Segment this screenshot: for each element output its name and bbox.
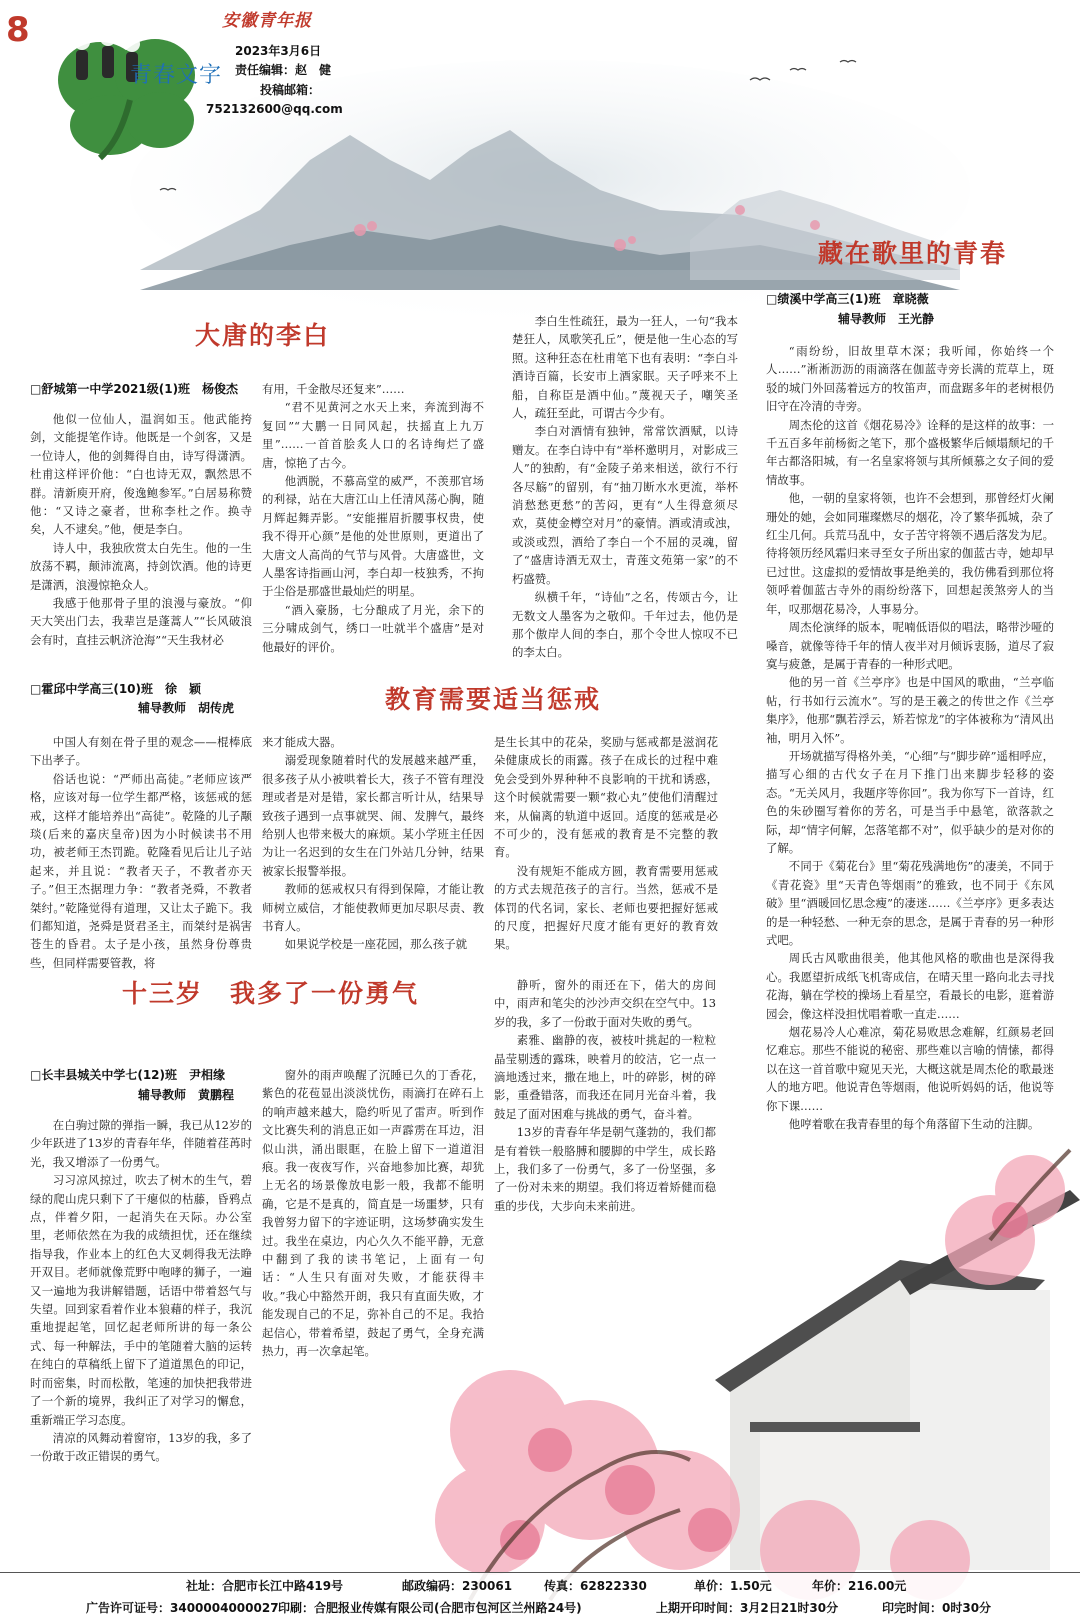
footer-printer: 印刷：合肥报业传媒有限公司(合肥市包河区兰州路24号)	[278, 1601, 582, 1615]
paragraph: 不同于《菊花台》里“菊花残满地伤”的凄美，不同于《青花瓷》里“天青色等烟雨”的雅致，也不同于《东风破》里“酒暖回忆思念瘦”的凄迷……《兰亭序》更多表达的是一种轻愁、一种无奈的思念，是属于青春的另一种形式吧。	[766, 859, 1054, 947]
article-byline-libai: □舒城第一中学2021级(1)班 杨俊杰	[30, 382, 239, 396]
article-column-song	[766, 342, 1054, 1280]
article-column-brave-3	[494, 976, 716, 1226]
paragraph: 有用，千金散尽还复来”……	[262, 382, 405, 396]
paragraph: 没有规矩不能成方圆，教育需要用惩戒的方式去规范孩子的言行。当然，惩戒不是体罚的代名词，家长、老师也要把握好惩戒的尺度，把握好尺度才能有更好的教育效果。	[494, 863, 718, 952]
paragraph: 诗人中，我独欣赏太白先生。他的一生放荡不羁，颠沛流离，持剑饮酒。他的诗更是潇洒，浪漫惊艳众人。	[30, 540, 252, 592]
paragraph: 来才能成大器。	[262, 735, 342, 749]
article-column-libai-3	[512, 312, 738, 660]
footer-postcode: 邮政编码：230061	[402, 1579, 513, 1593]
issue-date: 2023年3月6日	[235, 44, 322, 58]
paragraph: 开场就描写得格外美，“心细”与“脚步碎”遥相呼应，描写心细的古代女子在月下推门出来脚步轻移的姿态。“无关风月，我题序等你回”。我为你写下一首诗，红色的朱砂圈写着你的芳名，可是当手中悬笔，欲落款之际，却“情字何解，怎落笔都不对”，似乎缺少的是对你的了解。	[766, 748, 1054, 855]
page-number: 8	[6, 10, 30, 50]
article-column-brave-2	[262, 1066, 484, 1566]
article-advisor-song: 辅导教师 王光静	[838, 312, 935, 326]
article-advisor-edu: 辅导教师 胡传虎	[138, 701, 235, 715]
article-title-edu: 教育需要适当惩戒	[385, 685, 602, 714]
paragraph: 静听，窗外的雨还在下，偌大的房间中，雨声和笔尖的沙沙声交织在空气中。13岁的我，多了一份敢于面对失败的勇气。	[494, 978, 716, 1029]
article-column-libai-1	[30, 410, 252, 647]
paragraph: 溺爱现象随着时代的发展越来越严重，很多孩子从小被哄着长大，孩子不管有理没理或者是对是错，家长都言听计从，结果导致孩子遇到一点事就哭、闹、发脾气，最终给别人也带来极大的麻烦。某小学班主任因为让一名迟到的女生在门外站几分钟，结果被家长报警举报。	[262, 753, 484, 878]
paragraph: 李白生性疏狂，最为一狂人，一句“我本楚狂人，凤歌笑孔丘”，便是他一生心态的写照。这种狂态在杜甫笔下也有表明：“李白斗酒诗百篇，长安市上酒家眠。天子呼来不上船，自称臣是酒中仙。”蔑视天子，嘲笑圣人，疏狂至此，可谓古今少有。	[512, 314, 738, 421]
article-column-brave-1	[30, 1116, 252, 1564]
submit-email-label: 投稿邮箱：	[260, 83, 321, 97]
paragraph: 纵横千年，“诗仙”之名，传颂古今，让无数文人墨客为之敬仰。千年过去，他仍是那个傲岸人间的李白，那个令世人惊叹不已的李太白。	[512, 590, 738, 660]
editor-credit: 责任编辑：赵 健	[235, 63, 332, 77]
paragraph: 周杰伦演绎的版本，呢喃低语似的唱法，略带沙哑的嗓音，就像等待千年的情人夜半对月倾诉衷肠，道尽了寂寞与疲惫，是属于青春的一种形式吧。	[766, 620, 1054, 671]
paragraph: 窗外的雨声唤醒了沉睡已久的丁香花，紫色的花苞显出淡淡忧伤，雨滴打在碎石上的响声越来越大，隐约听见了雷声。听到作文比赛失利的消息正如一声霹雳在耳边，泪似山洪，涌出眼眶，在脸上留下一道道泪痕。我一夜夜写作，兴奋地参加比赛，却犹上无名的场景像放电影一般，我都不能明确，它是不是真的，简直是一场噩梦，只有我曾努力留下的字迹证明，这场梦确实发生过。我坐在桌边，内心久久不能平静，无意中翻到了我的读书笔记，上面有一句话：“人生只有面对失败，才能获得丰收。”我心中豁然开朗，我只有直面失败，才能发现自己的不足，弥补自己的不足。我拾起信心，带着希望，鼓起了勇气，全身充满热力，再一次拿起笔。	[262, 1068, 484, 1359]
paragraph: 中国人有刻在骨子里的观念——棍棒底下出孝子。	[30, 735, 252, 768]
section-name: 青春文字	[130, 63, 223, 88]
paragraph: 我感于他那骨子里的浪漫与豪放。“仰天大笑出门去，我辈岂是蓬蒿人”“长风破浪会有时，直挂云帆济沧海”“天生我材必	[30, 596, 252, 647]
paragraph: 周氏古风歌曲很美，他其他风格的歌曲也是深得我心。我愿望折成纸飞机寄成信，在晴天里一路向北去寻找花海，躺在学校的操场上看星空，看最长的电影，逛着游园会，像这样没担忧唱着歌一直走……	[766, 951, 1054, 1021]
article-byline-brave: □长丰县城关中学七(12)班 尹相缘	[30, 1068, 226, 1082]
article-column-edu-2	[262, 733, 484, 955]
paragraph: “君不见黄河之水天上来，奔流到海不复回”“大鹏一日同风起，扶摇直上九万里”……一首首脍炙人口的名诗绚烂了盛唐，惊艳了古今。	[262, 400, 484, 470]
article-column-edu-3	[494, 733, 718, 955]
footer-print-start: 上期开印时间：3月2日21时30分	[656, 1601, 839, 1615]
paragraph: 烟花易冷人心难凉，菊花易败思念难解，红颜易老回忆难忘。那些不能说的秘密、那些难以言喻的情愫，都得以在这一首首歌中窥见天光，大概这就是周杰伦的歌最迷人的地方吧。他说青色等烟雨，他说听妈妈的话，他说等你下课……	[766, 1025, 1054, 1113]
footer-fax: 传真：62822330	[544, 1579, 647, 1593]
page-footer	[0, 1572, 1080, 1620]
article-title-libai: 大唐的李白	[195, 321, 331, 350]
paragraph: 他洒脱，不慕高堂的威严，不羡那官场的利禄，站在大唐江山上任清风荡心胸，随月辉起舞弄影。“安能摧眉折腰事权贵，使我不得开心颜”是他的处世原则，更道出了大唐文人高尚的气节与风骨。大唐盛世，文人墨客诗指画山河，李白却一枝独秀，不拘于尘俗是那盛世最灿烂的明星。	[262, 474, 484, 599]
paragraph: 他的另一首《兰亭序》也是中国风的歌曲，“兰亭临帖，行书如行云流水”。写的是王羲之的传世之作《兰亭集序》，他那“飘若浮云，矫若惊龙”的字体被称为“清风出袖，明月入怀”。	[766, 675, 1054, 745]
article-advisor-brave: 辅导教师 黄鹏程	[138, 1088, 235, 1102]
article-title-brave: 十三岁 我多了一份勇气	[122, 979, 420, 1008]
article-column-edu-1	[30, 733, 252, 970]
paragraph: 习习凉风掠过，吹去了树木的生气，碧绿的爬山虎只剩下了干瘪似的枯藤，昏鸦点点，伴着夕阳，一起消失在天际。办公室里，老师依然在为我的成绩担忧，还在继续指导我，作业本上的红色大叉刺得我无法睁开双目。老师就像荒野中咆哮的狮子，一遍又一遍地为我讲解错题，话语中带着怒气与失望。回到家看着作业本狼藉的样子，我沉重地提起笔，回忆起老师所讲的每一条公式、每一种解法，手中的笔随着大脑的运转在纯白的草稿纸上留下了道道黑色的印记，时而密集，时而松散，笔速的加快把我带进了一个新的境界，我纠正了对学习的懈怠，重新端正学习态度。	[30, 1173, 252, 1427]
clover-logo-icon	[40, 20, 223, 160]
article-column-libai-2	[262, 380, 484, 654]
paragraph: 13岁的青春年华是朝气蓬勃的，我们都是有着铁一般胳膊和腰脚的中学生，成长路上，我们多了一份勇气，多了一份坚强，多了一份对未来的期望。我们将迈着矫健而稳重的步伐，大步向未来前进。	[494, 1125, 716, 1213]
submit-email[interactable]: 752132600@qq.com	[206, 102, 343, 116]
newspaper-name: 安徽青年报	[222, 11, 312, 31]
footer-address: 社址：合肥市长江中路419号	[186, 1579, 344, 1593]
paragraph: 教师的惩戒权只有得到保障，才能让教师树立威信，才能使教师更加尽职尽责、教书育人。	[262, 882, 484, 934]
paragraph: 他哼着歌在我青春里的每个角落留下生动的注脚。	[788, 1117, 1040, 1132]
paragraph: 是生长其中的花朵，奖励与惩戒都是滋润花朵健康成长的雨露。孩子在成长的过程中难免会受到外界种种不良影响的干扰和诱惑，这个时候就需要一颗“救心丸”使他们清醒过来，从偏离的轨道中返回。适度的惩戒是必不可少的，没有惩戒的教育是不完整的教育。	[494, 735, 718, 860]
footer-unit-price: 单价：1.50元	[694, 1579, 772, 1593]
paragraph: 在白驹过隙的弹指一瞬，我已从12岁的少年跃进了13岁的青春年华，伴随着荏苒时光，我又增添了一份勇气。	[30, 1118, 252, 1169]
paragraph: 如果说学校是一座花园，那么孩子就	[284, 937, 468, 952]
footer-print-end: 印完时间：0时30分	[882, 1601, 992, 1615]
paragraph: 俗话也说：“严师出高徒。”老师应该严格，应该对每一位学生都严格，该惩戒的惩戒，这样才能培养出“高徒”。乾隆的儿子颙琰(后来的嘉庆皇帝)因为小时候读书不用功，被老师王杰罚跪。乾隆看见后让儿子站起来，并且说：“教者天子，不教者亦天子。”但王杰据理力争：“教者尧舜，不教者桀纣。”乾隆觉得有道理，又让太子跪下。我们都知道，尧舜是贤君圣主，而桀纣是祸害苍生的昏君。太子是小孩，虽然身份尊贵些，但同样需要管教，将	[30, 771, 252, 970]
paragraph: 素雅、幽静的夜，被枝叶挑起的一粒粒晶莹剔透的露珠，映着月的皎洁，它一点一滴地透过来，撒在地上，叶的碎影，树的碎影，重叠错落，而我还在同月光奋斗着，我鼓足了面对困难与挑战的勇气，奋斗着。	[494, 1033, 716, 1121]
article-title-song: 藏在歌里的青春	[818, 239, 1008, 268]
paragraph: 清凉的风舞动着窗帘，13岁的我，多了一份敢于改正错误的勇气。	[30, 1430, 252, 1464]
paragraph: “雨纷纷，旧故里草木深；我听闻，你始终一个人……”淅淅沥沥的雨滴落在伽蓝寺旁长满的荒草上，斑驳的城门外回荡着远方的牧笛声，而盘踞多年的老树根仍旧守在冷清的寺旁。	[766, 344, 1054, 414]
paragraph: 他，一朝的皇家将领，也许不会想到，那曾经灯火阑珊处的她，会如同璀璨燃尽的烟花，冷了繁华孤城，杂了红尘几何。兵荒马乱中，女子苦守将领不遇后落发为尼。待将领历经风霜归来寻至女子所出家的伽蓝古寺，她却早已过世。这虚拟的爱情故事是绝美的，我仿佛看到那位将领呼着伽蓝古寺外的雨纷纷落下，回想起羡煞旁人的当年，叹那烟花易冷，人事易分。	[766, 491, 1054, 616]
article-byline-edu: □霍邱中学高三(10)班 徐 颖	[30, 682, 202, 696]
paragraph: 他似一位仙人，温润如玉。他武能挎剑，文能提笔作诗。他既是一个剑客，又是一位诗人，他的剑舞得自由，诗写得潇洒。杜甫这样评价他：“白也诗无双，飘然思不群。清新庾开府，俊逸鲍参军。”白居易称赞他：“又诗之豪者，世称李杜之作。换寺矣，人不逮矣。”他，便是李白。	[30, 412, 252, 537]
paragraph: 周杰伦的这首《烟花易冷》诠释的是这样的故事：一千五百多年前杨衒之笔下，那个盛极繁华后倾塌颓圮的千年古都洛阳城，有一名皇家将领与其所倾慕之女子间的爱情故事。	[766, 417, 1054, 487]
paragraph: “酒入豪肠，七分酿成了月光，余下的三分啸成剑气，绣口一吐就半个盛唐”是对他最好的评价。	[262, 602, 484, 654]
footer-license: 广告许可证号：3400004000027	[86, 1601, 279, 1615]
footer-annual-price: 年价：216.00元	[812, 1579, 907, 1593]
article-byline-song: □绩溪中学高三(1)班 章晓薇	[766, 292, 929, 306]
paragraph: 李白对酒情有独钟，常常饮酒赋，以诗赠友。在李白诗中有“举杯邀明月，对影成三人”的独酌，有“金陵子弟来相送，欲行不行各尽觞”的留别，有“抽刀断水水更流，举杯消愁愁更愁”的苦闷，更有“人生得意须尽欢，莫使金樽空对月”的豪情。酒或清或浊，或淡或烈，酒给了李白一个不屈的灵魂，留了“盛唐诗酒无双士，青莲文苑第一家”的不朽盛赞。	[512, 424, 738, 586]
